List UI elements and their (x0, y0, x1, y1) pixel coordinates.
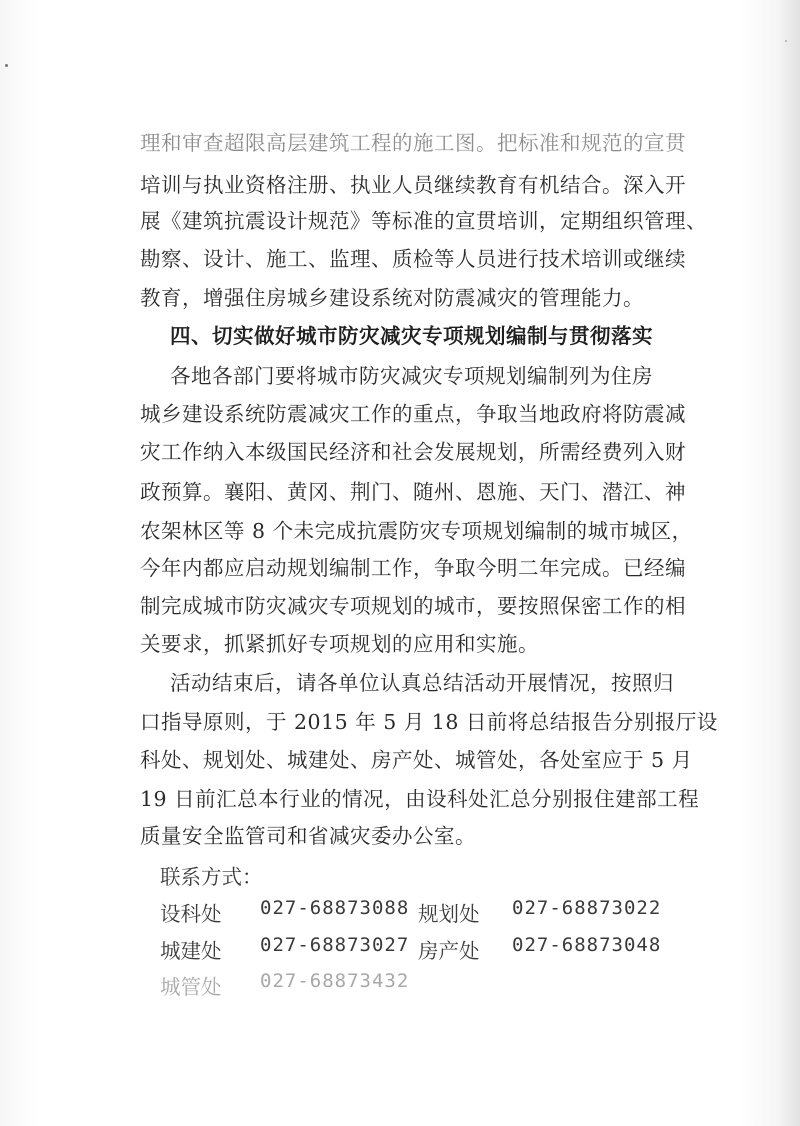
contact-phone: 027-68873048 (512, 934, 662, 956)
scan-speck (785, 40, 787, 42)
body-line: 勘察、设计、施工、监理、质检等人员进行技术培训或继续 (140, 247, 686, 271)
contact-phone: 027-68873088 (260, 897, 410, 919)
body-line: 农架林区等 8 个未完成抗震防灾专项规划编制的城市城区， (140, 519, 693, 543)
body-line: 理和审查超限高层建筑工程的施工图。把标准和规范的宣贯 (140, 131, 686, 155)
body-line: 今年内都应启动规划编制工作，争取今明二年完成。已经编 (140, 556, 686, 580)
body-line: 政预算。襄阳、黄冈、荆门、随州、恩施、天门、潜江、神 (140, 480, 686, 504)
section-heading: 四、切实做好城市防灾减灾专项规划编制与贯彻落实 (170, 324, 653, 348)
contact-dept: 房产处 (418, 939, 480, 963)
body-line: 灾工作纳入本级国民经济和社会发展规划，所需经费列入财 (140, 440, 686, 464)
contact-phone: 027-68873027 (260, 934, 410, 956)
body-line: 展《建筑抗震设计规范》等标准的宣贯培训，定期组织管理、 (140, 209, 707, 233)
body-line: 教育，增强住房城乡建设系统对防震减灾的管理能力。 (140, 286, 644, 310)
contact-phone: 027-68873432 (260, 970, 410, 992)
contact-dept: 设科处 (160, 902, 222, 926)
contact-dept: 城管处 (160, 975, 222, 999)
body-line: 关要求，抓紧抓好专项规划的应用和实施。 (140, 632, 539, 656)
body-line: 培训与执业资格注册、执业人员继续教育有机结合。深入开 (140, 173, 686, 197)
body-line: 城乡建设系统防震减灾工作的重点，争取当地政府将防震减 (140, 402, 686, 426)
body-line: 各地各部门要将城市防灾减灾专项规划编制列为住房 (170, 364, 653, 388)
body-line: 制完成城市防灾减灾专项规划的城市，要按照保密工作的相 (140, 594, 686, 618)
body-line: 19 日前汇总本行业的情况，由设科处汇总分别报住建部工程 (140, 787, 700, 811)
body-line: 口指导原则，于 2015 年 5 月 18 日前将总结报告分别报厅设 (140, 710, 718, 734)
body-line: 活动结束后，请各单位认真总结活动开展情况，按照归 (170, 671, 674, 695)
contact-dept: 城建处 (160, 939, 222, 963)
body-line: 质量安全监管司和省减灾委办公室。 (140, 824, 476, 848)
page-edge-shadow (778, 0, 800, 1126)
contact-dept: 规划处 (418, 902, 480, 926)
contact-phone: 027-68873022 (512, 897, 662, 919)
body-line: 科处、规划处、城建处、房产处、城管处，各处室应于 5 月 (140, 748, 693, 772)
scan-speck (5, 64, 8, 67)
contact-label: 联系方式： (160, 865, 263, 889)
